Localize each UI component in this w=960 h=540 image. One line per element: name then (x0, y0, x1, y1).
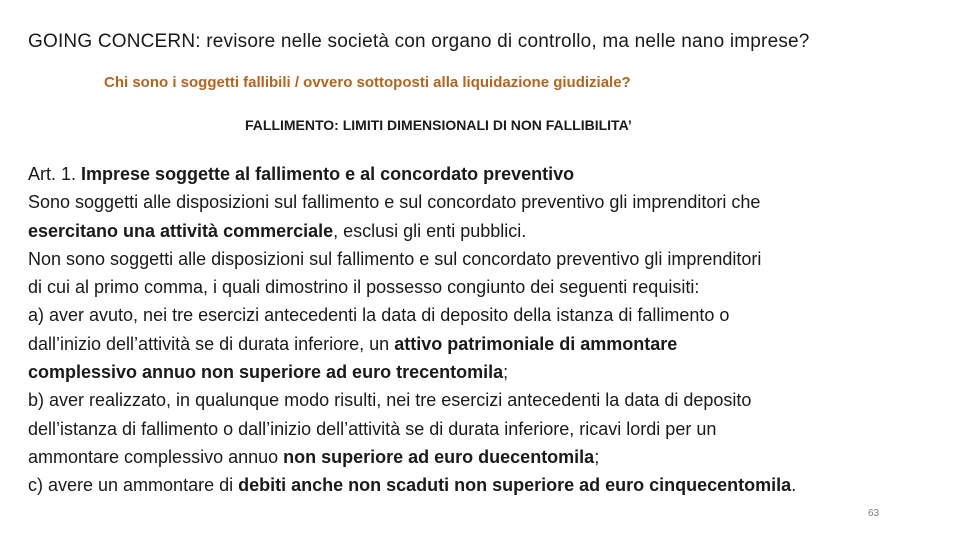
body-text (28, 160, 943, 500)
article-title: Imprese soggette al fallimento e al concordato preventivo (81, 164, 575, 184)
paragraph-2-line-1: Non sono soggetti alle disposizioni sul fallimento e sul concordato preventivo gli imprenditori (28, 248, 762, 269)
item-c-bold: debiti anche non scaduti non superiore ad euro cinquecentomila (238, 475, 792, 496)
paragraph-1-rest: , esclusi gli enti pubblici. (333, 220, 527, 241)
item-c-plain: c) avere un ammontare di (28, 475, 239, 496)
item-a-bold-2: complessivo annuo non superiore ad euro trecentomila (28, 362, 504, 383)
item-a-line-2 (28, 330, 943, 358)
paragraph-2-line-2: di cui al primo comma, i quali dimostrino il possesso congiunto dei seguenti requisiti: (28, 277, 700, 298)
item-b-bold: non superiore ad euro duecentomila (283, 446, 595, 467)
item-b-line-1: b) aver realizzato, in qualunque modo risulti, nei tre esercizi antecedenti la data di deposito (28, 390, 752, 411)
paragraph-1-line-1: Sono soggetti alle disposizioni sul fallimento e sul concordato preventivo gli imprenditori che (28, 192, 761, 213)
item-a-end: ; (503, 362, 509, 383)
paragraph-1-line-2 (28, 217, 943, 245)
page-number: 63 (868, 508, 880, 519)
item-a-line-3 (28, 358, 943, 386)
section-heading: FALLIMENTO: LIMITI DIMENSIONALI DI NON FALLIBILITA’ (245, 117, 632, 133)
item-a-line-1: a) aver avuto, nei tre esercizi antecedenti la data di deposito della istanza di fallimento o (28, 305, 730, 326)
article-prefix: Art. 1. (28, 164, 82, 184)
slide-subtitle: Chi sono i soggetti fallibili / ovvero sottoposti alla liquidazione giudiziale? (104, 74, 631, 91)
item-b-end: ; (594, 446, 600, 467)
item-b-plain: ammontare complessivo annuo (28, 446, 284, 467)
slide-title: GOING CONCERN: revisore nelle società con organo di controllo, ma nelle nano imprese? (28, 31, 810, 52)
item-b-line-3 (28, 443, 943, 471)
item-c-end: . (791, 475, 797, 496)
item-b-line-2: dell’istanza di fallimento o dall’inizio dell’attività se di durata inferiore, ricavi lordi per un (28, 418, 717, 439)
item-a-plain: dall’inizio dell’attività se di durata inferiore, un (28, 333, 395, 354)
article-title-line (28, 160, 943, 188)
paragraph-1-bold: esercitano una attività commerciale (28, 220, 334, 241)
item-a-bold-1: attivo patrimoniale di ammontare (394, 333, 678, 354)
item-c-line-1 (28, 471, 943, 499)
